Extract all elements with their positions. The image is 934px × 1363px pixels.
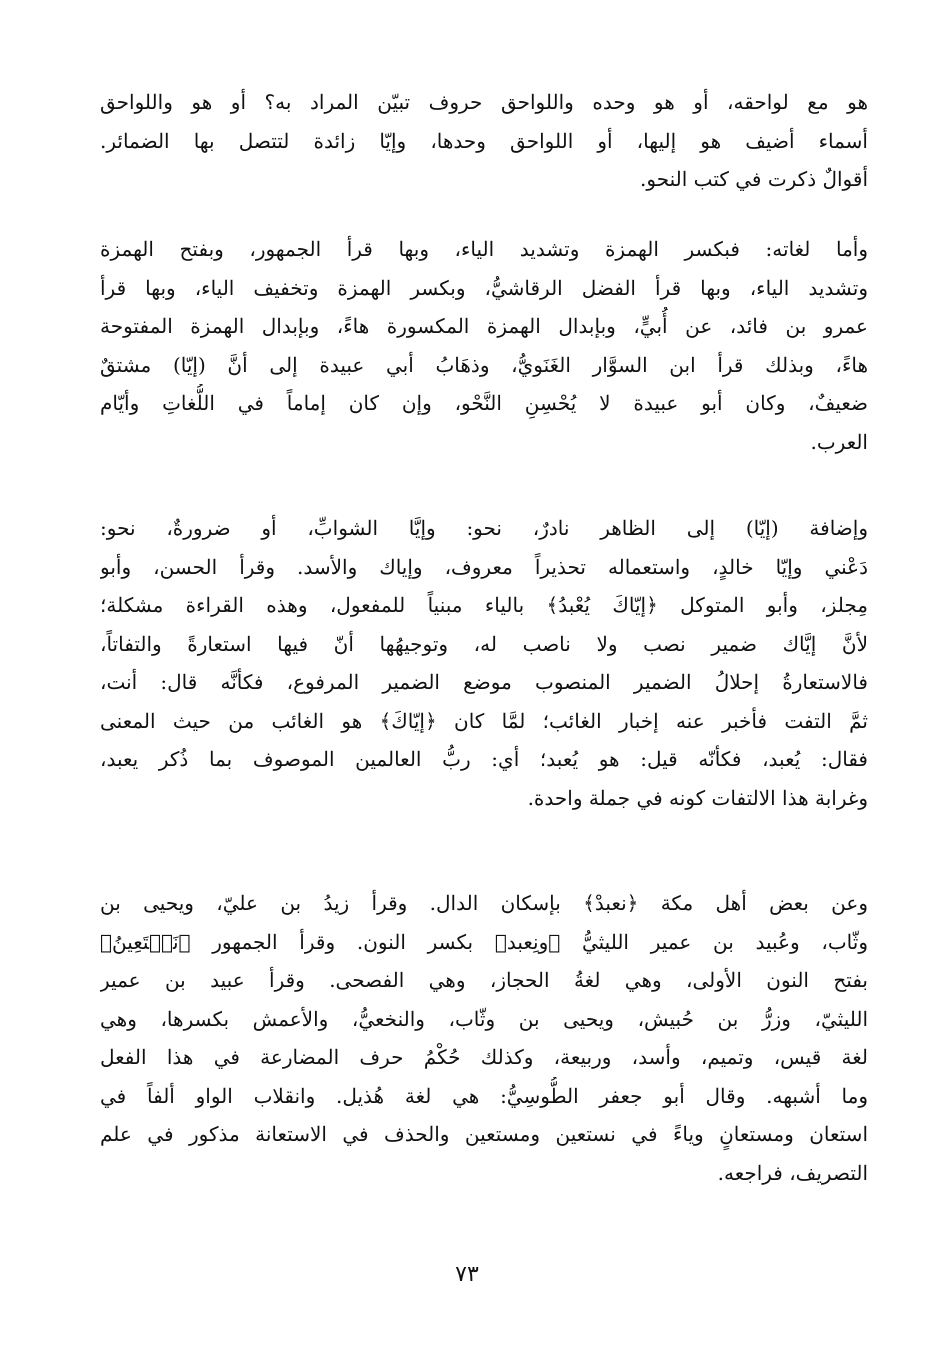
paragraph-line: هو مع لواحقه، أو هو وحده واللواحق حروف تبيّن المراد به؟ أو هو واللواحق (100, 90, 868, 114)
paragraph-line: عمرو بن فائد، عن أُبيٍّ، وبإبدال الهمزة المكسورة هاءً، وبإبدال الهمزة المفتوحة (100, 314, 868, 338)
paragraph-line: الليثيّ، وزرُّ بن حُبيش، ويحيى بن وثّاب، والنخعيُّ، والأعمش بكسرها، وهي (100, 1006, 868, 1031)
paragraph-line: وإضافة (إيّا) إلى الظاهر نادرٌ، نحو: وإيَّا الشوابِّ، أو ضرورةٌ، نحو: (100, 516, 868, 540)
paragraph-line: استعان ومستعانٍ وياءً في نستعين ومستعين والحذف في الاستعانة مذكور في علم (100, 1122, 868, 1146)
paragraph-line: وعن بعض أهل مكة ﴿نعبدْ﴾ بإسكان الدال. وقرأ زيدُ بن عليّ، ويحيى بن (100, 891, 868, 915)
paragraph-line: مِجلز، وأبو المتوكل ﴿إيّاكَ يُعْبدُ﴾ بالياء مبنياً للمفعول، وهذه القراءة مشكلة؛ (100, 593, 868, 617)
paragraph-line: لأنَّ إيَّاك ضمير نصب ولا ناصب له، وتوجيهُها أنّ فيها استعارةً والتفاتاً، (100, 631, 868, 656)
paragraph-line: التصريف، فراجعه. (717, 1160, 868, 1185)
paragraph-line: ثمَّ التفت فأخبر عنه إخبار الغائب؛ لمَّا كان ﴿إيّاكَ﴾ هو الغائب من حيث المعنى (100, 708, 868, 733)
paragraph-1 (100, 83, 868, 199)
paragraph-line: ضعيفٌ، وكان أبو عبيدة لا يُحْسِنِ النَّحْو، وإن كان إماماً في اللُّغاتِ وأيّام (100, 391, 868, 415)
paragraph-3 (100, 509, 868, 817)
paragraph-line: وتشديد الياء، وبها قرأ الفضل الرقاشيُّ، وبكسر الهمزة وتخفيف الياء، وبها قرأ (100, 275, 868, 300)
paragraph-line: فالاستعارةُ إحلالُ الضمير المنصوب موضع الضمير المرفوع، فكأنَّه قال: أنت، (100, 670, 868, 694)
paragraph-line: وأما لغاته: فبكسر الهمزة وتشديد الياء، وبها قرأ الجمهور، وبفتح الهمزة (100, 237, 868, 261)
paragraph-line: وغرابة هذا الالتفات كونه في جملة واحدة. (527, 785, 868, 810)
paragraph-line: أسماء أضيف هو إليها، أو اللواحق وحدها، وإيّا زائدة لتتصل بها الضمائر. (100, 128, 868, 153)
page-number: ٧٣ (455, 1262, 479, 1287)
paragraph-2 (100, 230, 868, 461)
paragraph-line: العرب. (810, 429, 868, 454)
paragraph-line: فقال: يُعبد، فكأنّه قيل: هو يُعبد؛ أي: ربُّ العالمين الموصوف بما ذُكر يعبد، (100, 747, 868, 771)
paragraph-line: بفتح النون الأولى، وهي لغةُ الحجاز، وهي الفصحى. وقرأ عبيد بن عمير (100, 968, 868, 992)
paragraph-line: لغة قيس، وتميم، وأسد، وربيعة، وكذلك حُكْمُ حرف المضارعة في هذا الفعل (100, 1045, 868, 1069)
paragraph-line: أقوالٌ ذكرت في كتب النحو. (640, 167, 868, 191)
paragraph-line: وما أشبهه. وقال أبو جعفر الطُّوسِيُّ: هي لغة هُذيل. وانقلاب الواو ألفاً في (100, 1083, 868, 1108)
paragraph-4 (100, 884, 868, 1192)
paragraph-line: هاءً، وبذلك قرأ ابن السوَّار الغَنَويُّ، وذهَابُ أبي عبيدة إلى أنَّ (إيّا) مشتقٌ (100, 352, 868, 377)
paragraph-line: دَعْني وإيّا خالدٍ، واستعماله تحذيراً معروف، وإياك والأسد. وقرأ الحسن، وأبو (100, 554, 868, 579)
paragraph-line: وثّاب، وعُبيد بن عمير الليثيُّ ﴿ونِعبد﴾ بكسر النون. وقرأ الجمهور ﴿نَسۡتَعِينُ﴾ (100, 929, 868, 954)
